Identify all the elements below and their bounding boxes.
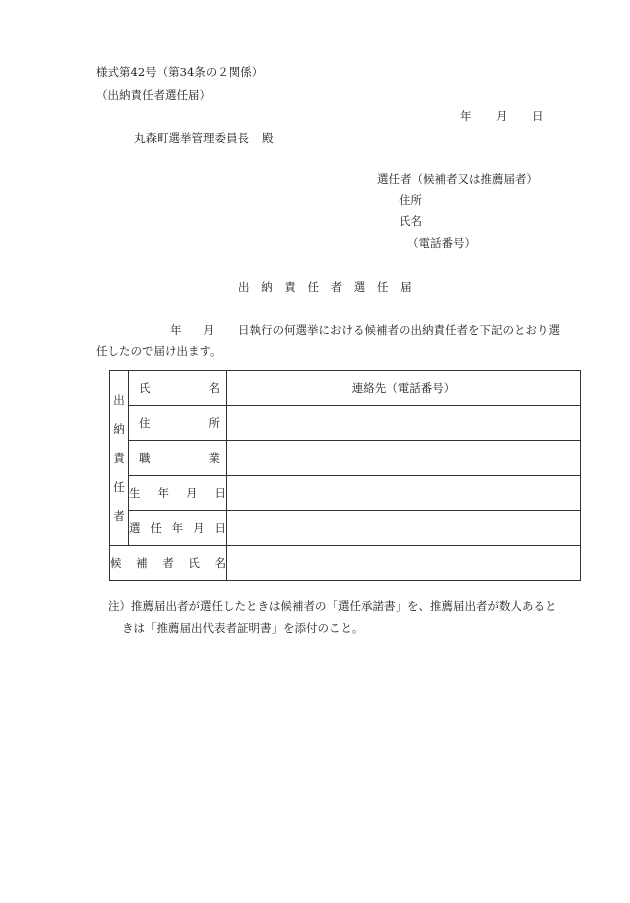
appointment-table <box>109 370 581 581</box>
label-char: 選 <box>129 521 141 535</box>
label-right: 名 <box>208 381 220 395</box>
side-label-char: 者 <box>113 508 125 523</box>
candidate-name-field[interactable] <box>227 546 581 581</box>
statement-month: 月 <box>203 323 215 337</box>
row-label-candidate-name <box>110 546 227 581</box>
appointment-date-field[interactable] <box>227 511 581 546</box>
side-label-char: 納 <box>113 421 125 436</box>
side-label-char: 任 <box>113 479 125 494</box>
label-right: 所 <box>208 416 220 430</box>
document-title: 出 納 責 任 者 選 任 届 <box>238 280 416 294</box>
label-char: 任 <box>150 521 162 535</box>
statement-line2: 任したので届け出ます。 <box>96 344 222 358</box>
label-char: 生 <box>129 486 141 500</box>
footnote <box>108 595 583 639</box>
birthdate-field[interactable] <box>227 476 581 511</box>
label-char: 年 <box>157 486 169 500</box>
form-subtitle: （出納責任者選任届） <box>96 88 211 102</box>
date-month: 月 <box>496 109 508 123</box>
side-label-char: 出 <box>113 392 125 407</box>
label-char: 補 <box>136 556 148 570</box>
date-year: 年 <box>460 109 472 123</box>
side-label-char: 責 <box>113 450 125 465</box>
label-left: 職 <box>139 451 151 465</box>
label-left: 氏 <box>139 381 151 395</box>
footnote-line2: きは「推薦届出代表者証明書」を添付のこと。 <box>122 621 364 635</box>
addressee-honorific: 殿 <box>262 131 274 145</box>
label-char: 候 <box>110 556 122 570</box>
label-char: 日 <box>214 486 226 500</box>
statement-line1: 日執行の何選挙における候補者の出納責任者を下記のとおり選 <box>238 323 560 337</box>
contact-header: 連絡先（電話番号） <box>227 371 581 406</box>
label-char: 日 <box>214 521 226 535</box>
label-char: 者 <box>162 556 174 570</box>
label-char: 年 <box>171 521 184 535</box>
label-char: 月 <box>193 521 205 535</box>
label-char: 氏 <box>188 556 200 570</box>
form-number: 様式第42号（第34条の２関係） <box>96 65 264 79</box>
label-left: 住 <box>139 416 151 430</box>
row-label-appointment-date <box>129 511 227 546</box>
treasurer-side-label <box>110 371 129 546</box>
addressee-committee: 丸森町選挙管理委員長 <box>134 131 249 145</box>
row-label-birthdate <box>129 476 227 511</box>
footnote-line1: 注）推薦届出者が選任したときは候補者の「選任承諾書」を、推薦届出者が数人あると <box>108 599 557 613</box>
date-day: 日 <box>532 109 544 123</box>
label-char: 名 <box>214 556 226 570</box>
appointer-label: 選任者（候補者又は推薦届者） <box>377 172 538 186</box>
appointer-name: 氏名 <box>399 214 422 228</box>
appointer-address: 住所 <box>399 193 422 207</box>
row-label-name <box>129 371 227 406</box>
statement-year: 年 <box>170 323 182 337</box>
row-label-occupation <box>129 441 227 476</box>
row-label-address <box>129 406 227 441</box>
label-right: 業 <box>208 451 220 465</box>
occupation-field[interactable] <box>227 441 581 476</box>
label-char: 月 <box>186 486 198 500</box>
appointer-phone: （電話番号） <box>407 236 476 250</box>
address-field[interactable] <box>227 406 581 441</box>
